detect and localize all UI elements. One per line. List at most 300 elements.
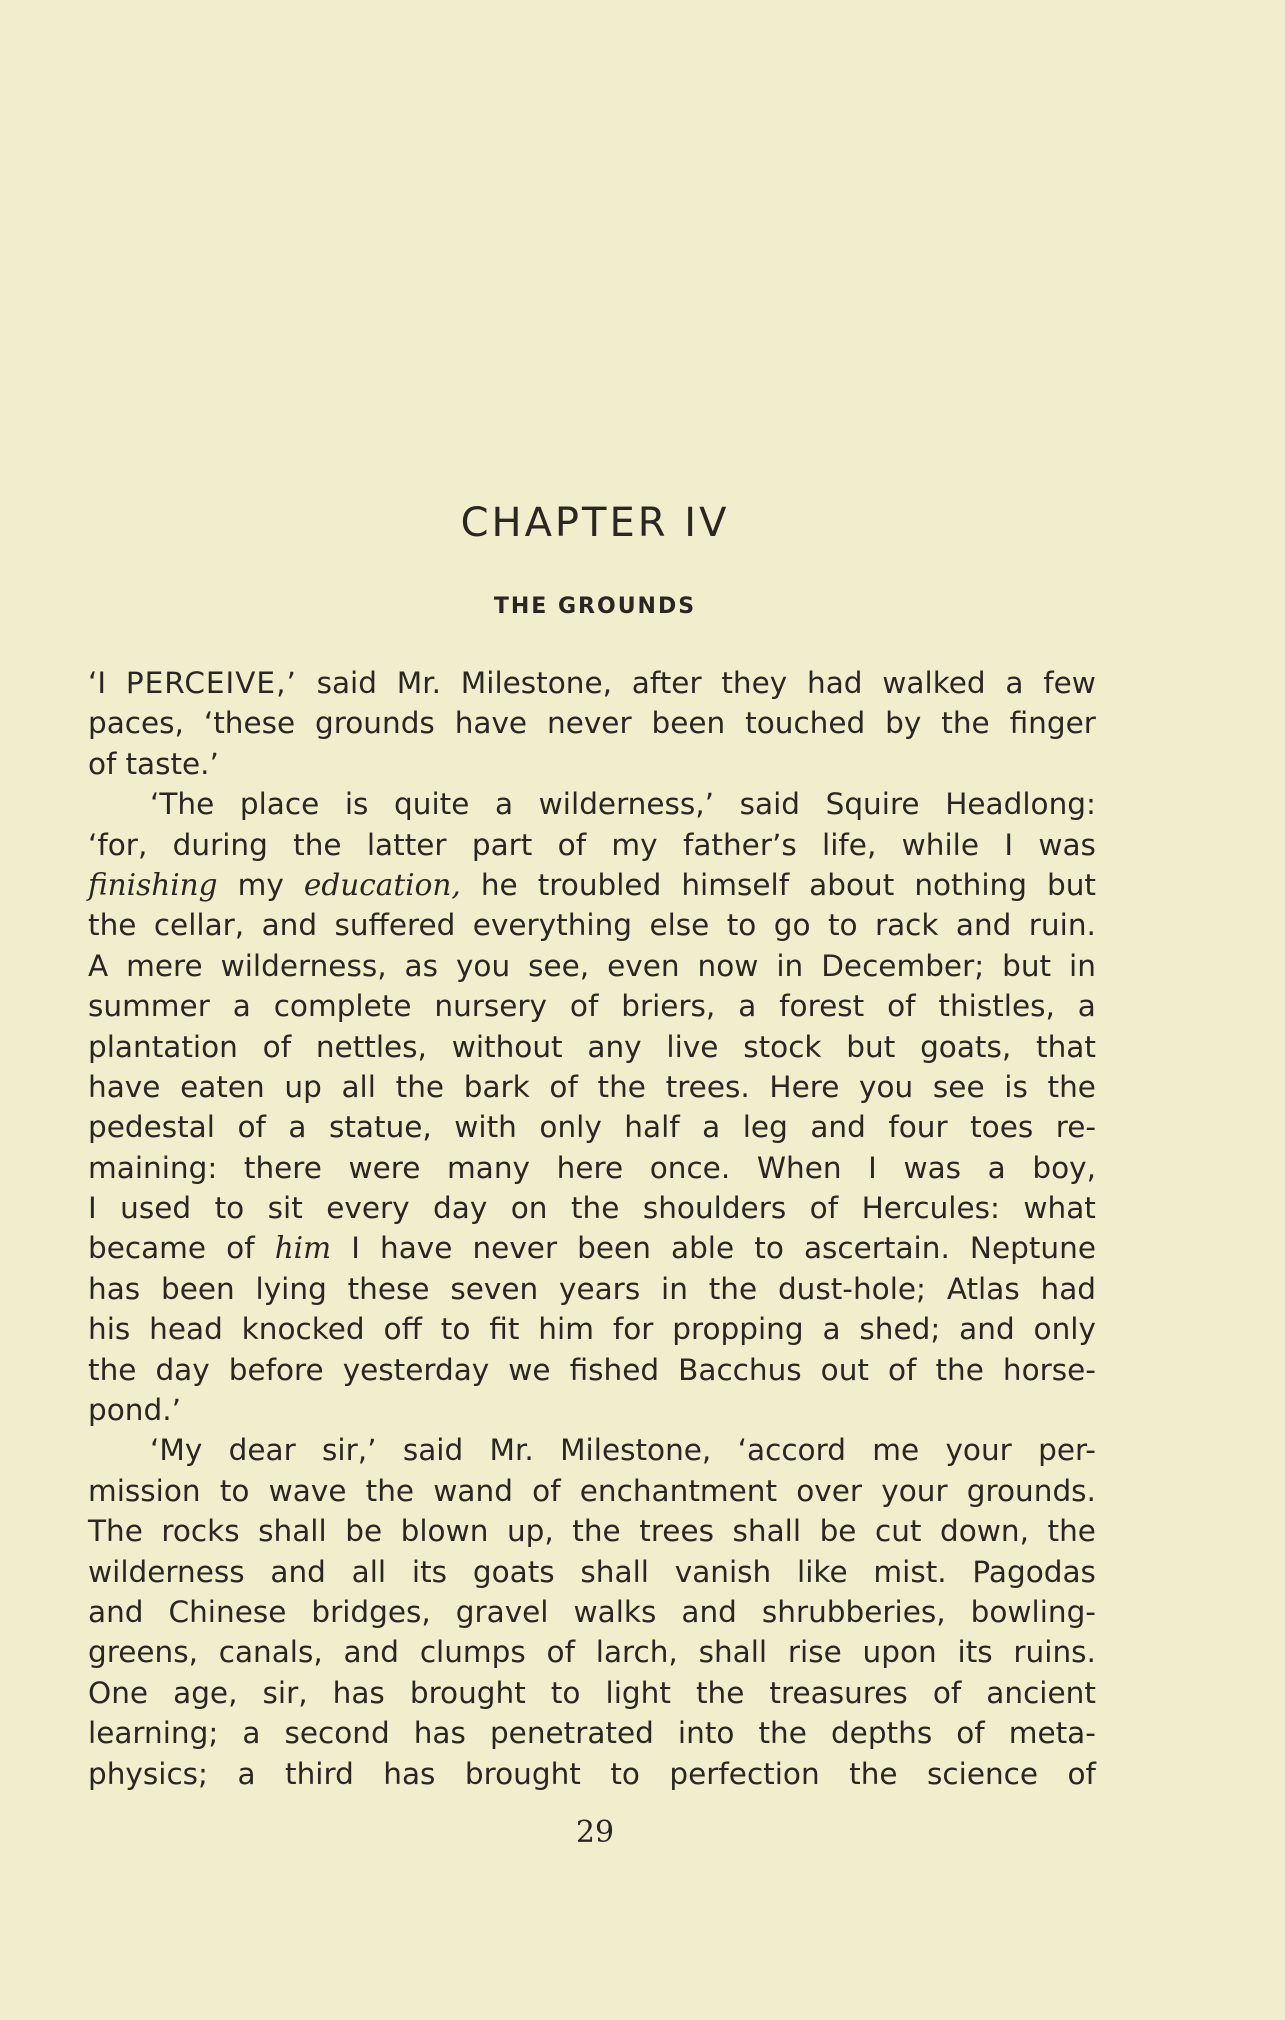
word: propping — [672, 1312, 804, 1347]
word: mission — [88, 1473, 201, 1508]
word: in — [1069, 948, 1096, 983]
word: the — [708, 1271, 758, 1306]
word: thistles, — [938, 989, 1055, 1024]
word: science — [927, 1756, 1039, 1791]
word: during — [172, 827, 268, 862]
word: I — [1004, 827, 1014, 862]
word: greens, — [88, 1635, 198, 1670]
word: Hercules: — [861, 1191, 1000, 1226]
word: boy, — [1032, 1150, 1096, 1185]
word: paces, — [88, 706, 184, 741]
word: said — [739, 787, 800, 822]
word: down, — [940, 1514, 1029, 1549]
word: dear — [228, 1433, 296, 1468]
word: ancient — [986, 1675, 1096, 1710]
word: cellar, — [153, 908, 245, 943]
word: a — [494, 787, 514, 822]
word: to — [754, 1231, 784, 1266]
word: toes — [970, 1110, 1034, 1145]
word: nursery — [434, 989, 548, 1024]
word: ‘I — [88, 666, 107, 700]
word: re- — [1055, 1110, 1096, 1145]
word: PERCEIVE,’ — [125, 666, 297, 700]
word: and — [343, 1635, 400, 1670]
word: troubled — [537, 867, 662, 902]
word: larch, — [595, 1635, 678, 1670]
word: after — [631, 666, 702, 700]
word: all — [341, 1069, 376, 1104]
word: cut — [874, 1514, 922, 1549]
word: have — [380, 1231, 453, 1266]
word: Chinese — [168, 1594, 287, 1629]
word: to — [610, 1756, 640, 1791]
word: trees — [639, 1514, 714, 1549]
word: your — [945, 1433, 1012, 1468]
word: ruins. — [1013, 1635, 1096, 1670]
word: perfection — [669, 1756, 820, 1791]
word: a — [987, 1150, 1006, 1185]
word: mist. — [873, 1554, 947, 1589]
word: of — [546, 1635, 575, 1670]
text-line — [88, 703, 1096, 743]
word: of — [956, 1716, 985, 1751]
word: walked — [882, 666, 986, 700]
text-line — [88, 986, 1096, 1026]
word: half — [624, 1110, 680, 1145]
word: shall — [732, 1514, 802, 1549]
body-text — [88, 663, 1096, 1794]
word: be — [819, 1514, 857, 1549]
text-line — [88, 1067, 1096, 1107]
word: shoulders — [642, 1191, 787, 1226]
word: place — [239, 787, 320, 822]
word: wave — [268, 1473, 347, 1508]
word: bowling- — [970, 1594, 1096, 1629]
word: as — [404, 948, 438, 983]
word: a — [738, 989, 757, 1024]
word: the — [395, 1069, 445, 1104]
word: The — [88, 1514, 143, 1549]
word: trees. — [665, 1069, 750, 1104]
word: physics; — [88, 1756, 208, 1791]
word: of — [262, 1029, 292, 1064]
word: life, — [822, 827, 877, 862]
word: forest — [779, 989, 865, 1024]
word: these — [347, 1271, 430, 1306]
text-line — [88, 1027, 1096, 1067]
word: had — [807, 666, 863, 700]
word: I — [351, 1231, 360, 1266]
word: Milestone, — [560, 1433, 712, 1468]
word: shall — [580, 1554, 649, 1589]
word: every — [326, 1191, 410, 1226]
word: able — [671, 1231, 735, 1266]
word: on — [510, 1191, 548, 1226]
word: its — [957, 1635, 993, 1670]
word: learning; — [88, 1716, 219, 1751]
word: Neptune — [969, 1231, 1096, 1266]
word: mere — [126, 948, 203, 983]
text-line — [88, 1754, 1096, 1794]
word: education, — [303, 867, 461, 902]
word: third — [285, 1756, 354, 1791]
word: to — [827, 908, 858, 943]
word: goats, — [920, 1029, 1012, 1064]
word: any — [587, 1029, 642, 1064]
word: never — [547, 706, 632, 741]
word: without — [451, 1029, 563, 1064]
word: has — [88, 1271, 141, 1306]
word: me — [872, 1433, 920, 1468]
text-line — [88, 663, 1096, 703]
word: up — [284, 1069, 322, 1104]
word: shrubberies, — [761, 1594, 946, 1629]
word: day — [433, 1191, 488, 1226]
word: leg — [742, 1110, 788, 1145]
word: part — [471, 827, 533, 862]
word: stock — [743, 1029, 822, 1064]
word: finishing — [88, 867, 218, 902]
text-line — [88, 946, 1096, 986]
word: and — [955, 908, 1012, 943]
word: nettles, — [315, 1029, 427, 1064]
word: the — [570, 1191, 620, 1226]
word: see, — [528, 948, 590, 983]
text-line — [88, 744, 1096, 784]
word: about — [809, 867, 895, 902]
word: quite — [394, 787, 470, 822]
word: him — [274, 1231, 332, 1266]
word: shed; — [859, 1312, 941, 1347]
word: was — [1038, 827, 1096, 862]
word: the — [365, 1473, 415, 1508]
word: ‘accord — [737, 1433, 846, 1468]
word: only — [539, 1110, 602, 1145]
word: been — [651, 706, 726, 741]
word: for — [612, 1312, 654, 1347]
word: age, — [173, 1675, 238, 1710]
word: that — [1036, 1029, 1096, 1064]
word: bridges, — [311, 1594, 431, 1629]
word: else — [649, 908, 710, 943]
word: When — [756, 1150, 842, 1185]
word: shall — [258, 1514, 327, 1549]
word: head — [149, 1312, 223, 1347]
word: Bacchus — [678, 1352, 802, 1387]
word: knocked — [241, 1312, 365, 1347]
word: a — [237, 1756, 256, 1791]
word: day — [155, 1352, 210, 1387]
word: suffered — [334, 908, 456, 943]
text-line — [88, 1592, 1096, 1632]
word: eaten — [180, 1069, 265, 1104]
word: the — [695, 1675, 745, 1710]
word: a — [1077, 989, 1096, 1024]
text-line — [88, 1269, 1096, 1309]
word: the — [758, 1716, 807, 1751]
word: pedestal — [88, 1110, 215, 1145]
word: of — [888, 1352, 917, 1387]
word: and — [270, 1554, 326, 1589]
word: was — [903, 1150, 962, 1185]
word: penetrated — [489, 1716, 654, 1751]
word: a — [822, 1312, 841, 1347]
word: him — [538, 1312, 594, 1347]
word: into — [677, 1716, 735, 1751]
word: blown — [400, 1514, 489, 1549]
word: never — [472, 1231, 558, 1266]
word: brought — [409, 1675, 526, 1710]
word: dust-hole; — [777, 1271, 926, 1306]
word: goats — [472, 1554, 555, 1589]
word: clumps — [419, 1635, 526, 1670]
word: fit — [489, 1312, 520, 1347]
word: of — [226, 1231, 255, 1266]
word: but — [1002, 948, 1052, 983]
word: horse- — [1002, 1352, 1096, 1387]
text-line — [88, 1713, 1096, 1753]
word: taste.’ — [125, 746, 219, 781]
word: in — [776, 948, 804, 983]
word: but — [1047, 867, 1096, 902]
word: my — [237, 867, 284, 902]
word: wilderness — [88, 1554, 245, 1589]
word: the — [1047, 1514, 1096, 1549]
word: a — [288, 1110, 307, 1145]
word: pond.’ — [88, 1393, 181, 1428]
word: ruin. — [1028, 908, 1096, 943]
text-line — [88, 1350, 1096, 1390]
word: meta- — [1008, 1716, 1096, 1751]
word: rocks — [161, 1514, 240, 1549]
word: go — [773, 908, 811, 943]
text-line — [88, 1673, 1096, 1713]
word: to — [550, 1675, 581, 1710]
word: his — [88, 1312, 131, 1347]
word: of — [887, 989, 916, 1024]
word: have — [454, 706, 528, 741]
word: plantation — [88, 1029, 238, 1064]
word: wilderness,’ — [538, 787, 715, 822]
word: Mr. — [396, 666, 442, 700]
word: vanish — [674, 1554, 772, 1589]
word: your — [881, 1473, 948, 1508]
text-line — [88, 1511, 1096, 1551]
word: Atlas — [946, 1271, 1020, 1306]
word: wand — [433, 1473, 513, 1508]
word: rack — [874, 908, 939, 943]
word: see — [932, 1069, 985, 1104]
word: of — [237, 1110, 266, 1145]
word: of — [1067, 1756, 1096, 1791]
word: December; — [821, 948, 985, 983]
word: ‘My — [150, 1433, 203, 1468]
word: up, — [506, 1514, 554, 1549]
word: himself — [681, 867, 790, 902]
word: is — [1004, 1069, 1028, 1104]
word: Pagodas — [972, 1554, 1096, 1589]
text-line — [88, 1471, 1096, 1511]
text-line — [88, 905, 1096, 945]
word: seven — [450, 1271, 539, 1306]
word: enchantment — [579, 1473, 778, 1508]
word: of — [549, 1069, 578, 1104]
word: father’s — [682, 827, 797, 862]
text-line — [88, 1309, 1096, 1349]
word: light — [605, 1675, 671, 1710]
word: while — [901, 827, 980, 862]
text-line — [88, 1430, 1096, 1470]
word: said — [402, 1433, 464, 1468]
word: lying — [255, 1271, 327, 1306]
text-line — [88, 1390, 1096, 1430]
text-line — [88, 865, 1096, 905]
word: and — [810, 1110, 866, 1145]
word: many — [447, 1150, 531, 1185]
word: has — [413, 1716, 466, 1751]
word: of — [932, 1675, 962, 1710]
word: of — [557, 827, 587, 862]
word: the — [88, 1352, 137, 1387]
word: and — [959, 1312, 1015, 1347]
word: a — [1005, 666, 1024, 700]
word: live — [666, 1029, 719, 1064]
word: even — [607, 948, 680, 983]
text-line — [88, 1552, 1096, 1592]
text-line — [88, 1188, 1096, 1228]
word: fished — [569, 1352, 660, 1387]
word: of — [809, 1191, 839, 1226]
word: nothing — [914, 867, 1027, 902]
word: the — [572, 1514, 621, 1549]
word: Squire — [825, 787, 920, 822]
page-number: 29 — [575, 1815, 615, 1850]
word: the — [849, 1756, 898, 1791]
word: ‘these — [203, 706, 296, 741]
word: all — [351, 1554, 387, 1589]
word: Headlong: — [945, 787, 1096, 822]
word: wilderness, — [220, 948, 387, 983]
word: out — [820, 1352, 869, 1387]
word: to — [214, 1191, 245, 1226]
word: here — [556, 1150, 624, 1185]
word: were — [348, 1150, 421, 1185]
word: has — [383, 1756, 436, 1791]
word: they — [721, 666, 788, 700]
word: sit — [267, 1191, 303, 1226]
word: A — [88, 948, 109, 983]
word: used — [120, 1191, 192, 1226]
word: like — [797, 1554, 848, 1589]
chapter-subtitle: THE GROUNDS — [493, 594, 697, 619]
word: sir,’ — [322, 1433, 377, 1468]
word: in — [661, 1271, 688, 1306]
word: to — [219, 1473, 250, 1508]
word: depths — [830, 1716, 933, 1751]
word: Milestone, — [460, 666, 612, 700]
word: the — [597, 1069, 646, 1104]
word: four — [888, 1110, 948, 1145]
word: maining: — [88, 1150, 218, 1185]
word: the — [941, 706, 990, 741]
word: touched — [745, 706, 866, 741]
word: be — [345, 1514, 383, 1549]
word: been — [577, 1231, 651, 1266]
word: off — [383, 1312, 422, 1347]
word: we — [508, 1352, 551, 1387]
word: sir, — [262, 1675, 308, 1710]
word: summer — [88, 989, 210, 1024]
text-line — [88, 1632, 1096, 1672]
word: One — [88, 1675, 149, 1710]
word: walks — [573, 1594, 657, 1629]
word: been — [160, 1271, 235, 1306]
word: upon — [862, 1635, 937, 1670]
word: canals, — [218, 1635, 323, 1670]
word: grounds. — [966, 1473, 1096, 1508]
word: second — [284, 1716, 390, 1751]
word: grounds — [315, 706, 435, 741]
word: with — [454, 1110, 517, 1145]
word: few — [1043, 666, 1096, 700]
word: but — [846, 1029, 896, 1064]
word: Mr. — [489, 1433, 534, 1468]
word: to — [440, 1312, 471, 1347]
word: ‘The — [150, 787, 215, 822]
word: shall — [698, 1635, 768, 1670]
word: only — [1033, 1312, 1096, 1347]
word: now — [697, 948, 759, 983]
word: the — [293, 827, 342, 862]
word: the — [935, 1352, 984, 1387]
word: of — [532, 1473, 561, 1508]
word: to — [726, 908, 757, 943]
text-line — [88, 1228, 1096, 1268]
word: years — [559, 1271, 641, 1306]
word: complete — [273, 989, 412, 1024]
word: a — [702, 1110, 721, 1145]
word: what — [1023, 1191, 1096, 1226]
word: you — [455, 948, 511, 983]
word: finger — [1009, 706, 1096, 741]
word: the — [1047, 1069, 1096, 1104]
word: ascertain. — [803, 1231, 950, 1266]
word: of — [569, 989, 599, 1024]
chapter-title: CHAPTER IV — [460, 500, 730, 546]
word: by — [885, 706, 922, 741]
word: had — [1040, 1271, 1096, 1306]
word: briers, — [621, 989, 716, 1024]
text-line — [88, 784, 1096, 824]
word: yesterday — [342, 1352, 490, 1387]
word: per- — [1038, 1433, 1096, 1468]
word: has — [332, 1675, 385, 1710]
word: over — [796, 1473, 863, 1508]
word: Here — [769, 1069, 840, 1104]
word: and — [681, 1594, 737, 1629]
word: there — [243, 1150, 322, 1185]
word: before — [228, 1352, 324, 1387]
text-line — [88, 1107, 1096, 1147]
word: and — [88, 1594, 144, 1629]
word: and — [261, 908, 318, 943]
word: once. — [649, 1150, 731, 1185]
word: my — [611, 827, 658, 862]
word: became — [88, 1231, 207, 1266]
word: statue, — [328, 1110, 432, 1145]
text-line — [88, 1148, 1096, 1188]
word: brought — [464, 1756, 581, 1791]
